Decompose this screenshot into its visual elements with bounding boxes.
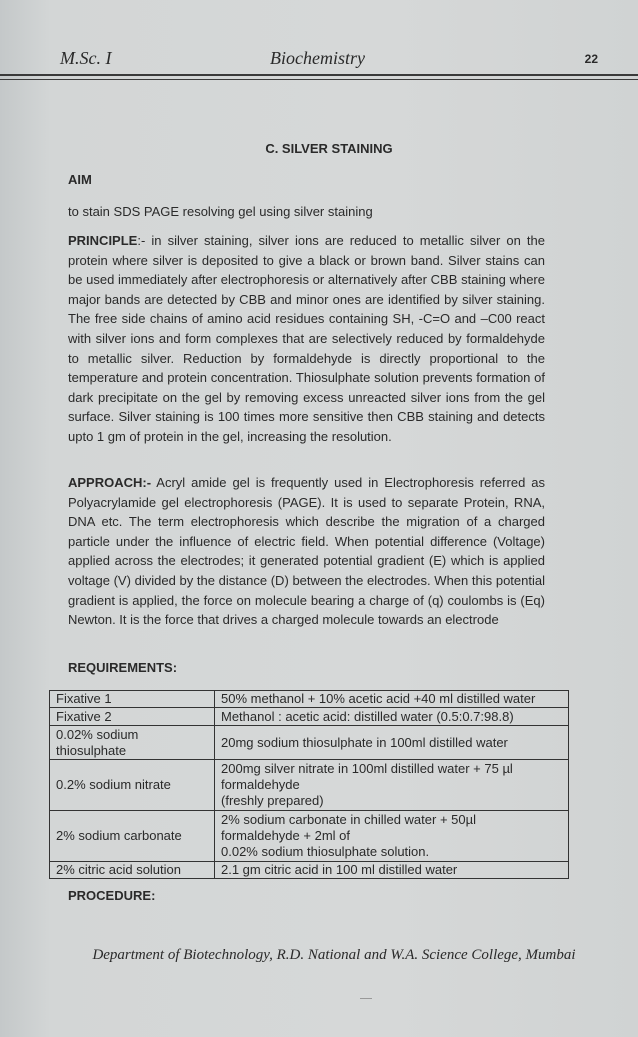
- requirement-detail: [215, 760, 569, 811]
- requirement-item: Fixative 2: [50, 708, 215, 726]
- page-footer: Department of Biotechnology, R.D. National and W.A. Science College, Mumbai: [92, 947, 576, 963]
- table-row: [50, 862, 569, 879]
- detail-line: (freshly prepared): [221, 793, 324, 808]
- detail-line: 50% methanol + 10% acetic acid +40 ml distilled water: [221, 691, 536, 706]
- table-row: [50, 726, 569, 760]
- requirements-table: [49, 690, 569, 879]
- course-label: M.Sc. I: [60, 48, 112, 68]
- header-rule-thin: [0, 79, 638, 80]
- requirements-heading: REQUIREMENTS:: [68, 660, 178, 675]
- requirement-item: 2% citric acid solution: [50, 862, 215, 879]
- detail-line: 0.02% sodium thiosulphate solution.: [221, 844, 430, 859]
- detail-line: 200mg silver nitrate in 100ml distilled water + 75 µl: [221, 761, 513, 776]
- page-header: [60, 46, 598, 74]
- section-title: C. SILVER STAINING: [265, 141, 393, 156]
- page-number: 22: [584, 52, 598, 66]
- page-mark: [360, 998, 372, 999]
- aim-heading: AIM: [68, 172, 92, 187]
- requirement-detail: [215, 708, 569, 726]
- requirement-detail: [215, 811, 569, 862]
- requirement-detail: [215, 862, 569, 879]
- table-row: [50, 760, 569, 811]
- subject-label: Biochemistry: [270, 48, 365, 68]
- approach-text: Acryl amide gel is frequently used in Electrophoresis referred as Polyacrylamide gel electrophoresis (PAGE). It is used to separate Protein, RNA, DNA etc. The term electrophoresis which describe the migration of a charged particle under the influence of electric field. When potential difference (Voltage) applied across the electrodes; it generated potential gradient (E) which is applied voltage (V) divided by the distance (D) between the electrodes. When this potential gradient is applied, the force on molecule bearing a charge of (q) coulombs is (Eq) Newton. It is the force that drives a charged molecule towards an electrode: [68, 475, 545, 628]
- detail-line: formaldehyde + 2ml of: [221, 828, 350, 843]
- table-row: [50, 811, 569, 862]
- aim-text: to stain SDS PAGE resolving gel using silver staining: [68, 204, 373, 219]
- requirement-item: 0.2% sodium nitrate: [50, 760, 215, 811]
- requirement-detail: [215, 691, 569, 708]
- detail-line: formaldehyde: [221, 777, 300, 792]
- procedure-heading: PROCEDURE:: [68, 888, 156, 903]
- requirement-item: 0.02% sodium thiosulphate: [50, 726, 215, 760]
- principle-paragraph: [68, 231, 545, 447]
- requirement-item: Fixative 1: [50, 691, 215, 708]
- approach-label: APPROACH:-: [68, 475, 152, 490]
- detail-line: 2.1 gm citric acid in 100 ml distilled water: [221, 862, 458, 877]
- detail-line: 2% sodium carbonate in chilled water + 50µl: [221, 812, 476, 827]
- requirement-item: 2% sodium carbonate: [50, 811, 215, 862]
- table-row: [50, 708, 569, 726]
- header-rule: [0, 74, 638, 76]
- detail-line: 20mg sodium thiosulphate in 100ml distilled water: [221, 734, 508, 750]
- table-row: [50, 691, 569, 708]
- principle-label: PRINCIPLE: [68, 233, 138, 248]
- principle-text: :- in silver staining, silver ions are reduced to metallic silver on the protein where silver is deposited to give a black or brown band. Silver stains can be used immediately after electrophoresis or alternatively after CBB staining where major bands are detected by CBB and minor ones are identified by silver staining. The free side chains of amino acid residues containing SH, -C=O and –C00 react with silver ions and form complexes that are selectively reduced by formaldehyde to metallic silver. Reduction by formaldehyde is directly proportional to the temperature and protein concentration. Thiosulphate solution prevents formation of dark precipitate on the gel by removing excess unreacted silver ions from the gel surface. Silver staining is 100 times more sensitive then CBB staining and detects upto 1 gm of protein in the gel, increasing the resolution.: [68, 233, 545, 444]
- approach-paragraph: [68, 473, 545, 630]
- detail-line: Methanol : acetic acid: distilled water (0.5:0.7:98.8): [221, 708, 514, 724]
- requirement-detail: [215, 726, 569, 760]
